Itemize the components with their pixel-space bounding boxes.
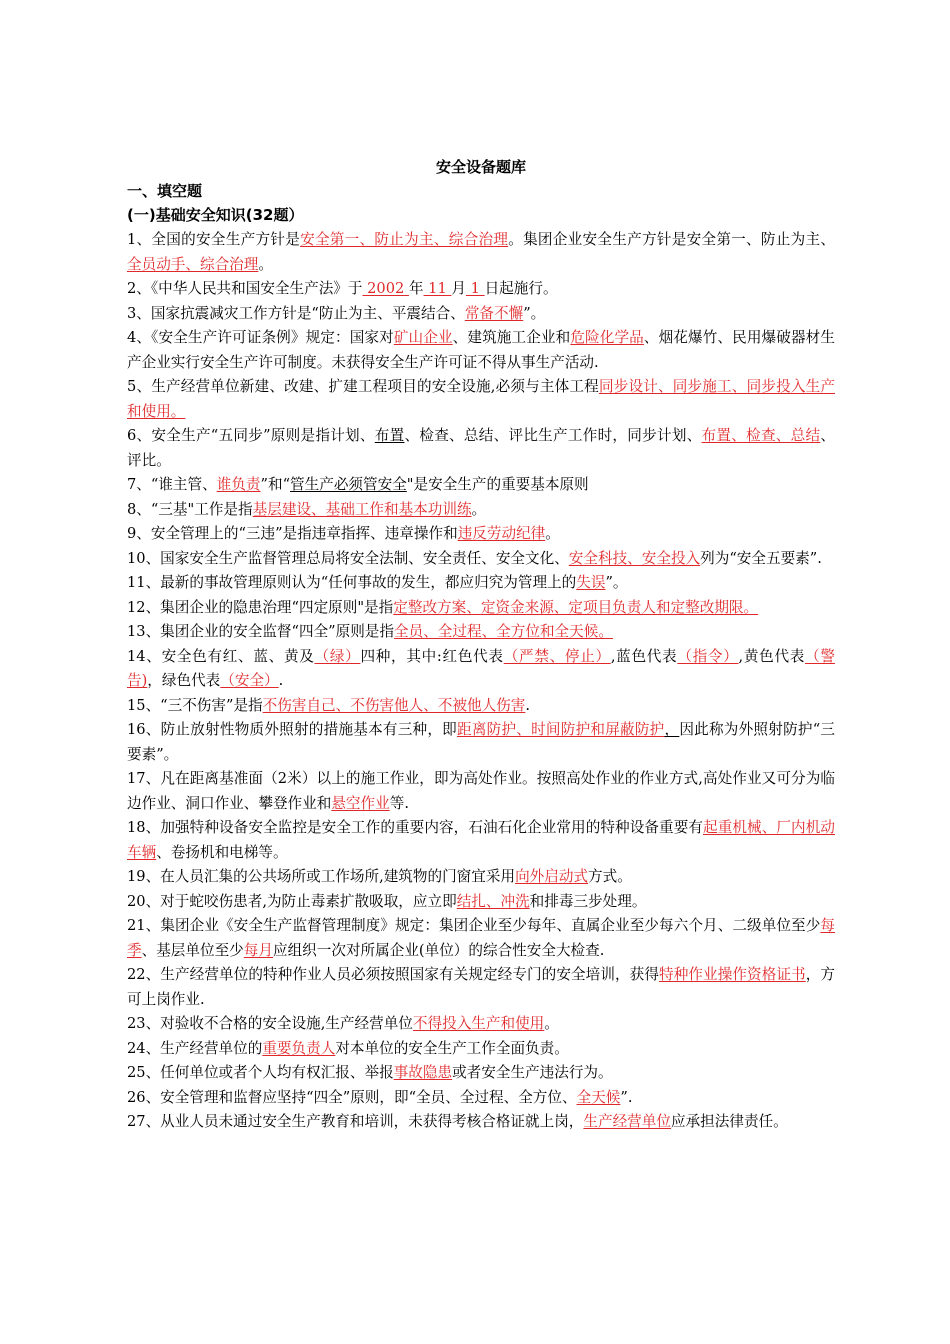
question-text: 7、“谁主管、 [127,476,217,493]
question-text: 10、国家安全生产监督管理总局将安全法制、安全责任、安全文化、 [127,549,569,567]
question-23 [127,1012,835,1037]
question-text: 8、“三基"工作是指 [127,500,253,518]
answer-blank: 每月 [243,941,273,959]
question-10 [127,547,835,572]
question-text: 4、《安全生产许可证条例》规定：国家对 [127,329,394,346]
question-2 [127,277,835,302]
question-18 [127,816,835,865]
question-26 [127,1086,835,1111]
question-13 [127,620,835,645]
question-text: 。 [258,255,273,273]
question-text: 。 [544,1015,559,1032]
question-14 [127,645,835,694]
question-27 [127,1110,835,1135]
question-text: 26、安全管理和监督应坚持“四全”原则，即“全员、全过程、全方位、 [127,1088,577,1106]
question-text: 和排毒三步处理。 [529,892,647,910]
question-text: 列为“安全五要素”. [700,549,822,567]
question-text: 年 [408,280,424,297]
answer-blank: 悬空作业 [331,794,390,812]
question-text: 18、加强特种设备安全监控是安全工作的重要内容，石油石化企业常用的特种设备重要有 [127,819,704,836]
answer-blank: 失误 [576,574,606,591]
question-text: 19、在人员汇集的公共场所或工作场所,建筑物的门窗宜采用 [127,868,516,885]
question-text: 20、对于蛇咬伤患者,为防止毒素扩散吸取，应立即 [127,892,457,910]
question-3 [127,302,835,327]
underlined-text: 布置 [374,427,405,444]
question-6 [127,424,835,473]
question-text: 17、凡在距离基准面（2米）以上的施工作业，即为高处作业。按照高处作业的作业方式,高处作业又可分为临边作业、洞口作业、攀登作业和 [127,770,835,812]
underlined-text: ， [664,721,680,738]
question-15 [127,694,835,719]
answer-blank: 生产经营单位 [583,1113,671,1130]
answer-blank: 不伤害自己、不伤害他人、不被他人伤害 [262,696,526,714]
question-text: 日起施行。 [484,280,558,297]
question-25 [127,1061,835,1086]
answer-blank: 矿山企业 [393,329,453,346]
answer-blank: 安全第一、防止为主、综合治理 [300,231,509,248]
question-1 [127,228,835,277]
question-text: 、建筑施工企业和 [452,329,571,346]
underlined-text: 管生产必须管安全 [290,476,407,493]
question-text: 22、生产经营单位的特种作业人员必须按照国家有关规定经专门的安全培训，获得 [127,966,660,983]
answer-blank: 重要负责人 [262,1039,336,1057]
question-text: 方式。 [588,868,632,885]
question-list [127,228,835,1135]
question-text: 14、安全色有红、蓝、黄及 [127,647,315,665]
question-text: 12、集团企业的隐患治理“四定原则"是指 [127,598,394,616]
answer-blank: （绿） [314,647,361,665]
question-text: 16、防止放射性物质外照射的措施基本有三种，即 [127,721,458,738]
document-title: 安全设备题库 [435,158,526,176]
answer-blank: （警告) [127,647,835,689]
document-page [127,155,835,1135]
question-12 [127,596,835,621]
question-5 [127,375,835,424]
question-text: 3、国家抗震减灾工作方针是“防止为主、平震结合、 [127,304,465,322]
question-text: ”和“ [260,476,291,493]
answer-blank: 常备不懈 [464,304,524,322]
answer-blank: 全天候 [576,1088,621,1106]
answer-blank: 定整改方案、定资金来源、定项目负责人和定整改期限。 [393,598,759,616]
question-text: ”。 [605,574,628,591]
question-text: ，方可上岗作业. [127,966,835,1008]
question-8 [127,498,835,523]
question-text: 、检查、总结、评比生产工作时，同步计划、 [404,427,702,444]
answer-blank: 违反劳动纪律 [457,525,546,542]
answer-blank: 特种作业操作资格证书 [659,966,806,983]
question-text: 应承担法律责任。 [670,1113,788,1130]
question-text: 、卷扬机和电梯等。 [156,843,288,861]
question-9 [127,522,835,547]
question-text: 15、“三不伤害”是指 [127,696,263,714]
question-text: 因此称为外照射防护“三要素”。 [127,721,835,763]
answer-blank: 向外启动式 [515,868,589,885]
answer-blank: 基层建设、基础工作和基本功训练 [252,500,472,518]
answer-blank: 事故隐患 [393,1064,453,1081]
question-text: 2、《中华人民共和国安全生产法》于 [127,280,363,297]
question-text: 、评比。 [127,427,835,469]
answer-blank: 安全科技、安全投入 [568,549,701,567]
question-text: 。集团企业安全生产方针是安全第一、防止为主、 [508,231,835,248]
answer-blank: 危险化学品 [570,329,644,346]
question-text: ，绿色代表 [147,672,221,689]
answer-blank: （安全） [220,672,279,689]
question-text: . [525,696,530,714]
question-24 [127,1037,835,1062]
section-heading: 一、填空题 [127,182,203,200]
question-text: 、基层单位至少 [141,941,244,959]
answer-blank: 2002 [362,280,409,297]
question-4 [127,326,835,375]
answer-blank: （指令） [677,647,739,665]
answer-blank: 全员、全过程、全方位和全天候。 [394,623,613,640]
question-text: 21、集团企业《安全生产监督管理制度》规定：集团企业至少每年、直属企业至少每六个月、二级单位至少 [127,917,821,934]
question-text: 等. [389,794,409,812]
question-text: ,黄色代表 [738,647,806,665]
subsection-heading: (一)基础安全知识(32题） [127,206,304,224]
question-text: 25、任何单位或者个人均有权汇报、举报 [127,1064,394,1081]
answer-blank: 11 [423,280,452,297]
question-text: 13、集团企业的安全监督“四全”原则是指 [127,623,394,640]
question-16 [127,718,835,767]
answer-blank: 结扎、冲洗 [456,892,530,910]
answer-blank: 全员动手、综合治理 [127,255,259,273]
question-text: 11、最新的事故管理原则认为“任何事故的发生，都应归究为管理上的 [127,574,577,591]
question-text: 1、全国的安全生产方针是 [127,231,301,248]
question-20 [127,890,835,915]
question-text: 应组织一次对所属企业(单位）的综合性安全大检查. [272,941,605,959]
question-text: . [278,672,284,689]
answer-blank: 每季 [127,917,835,959]
question-text: 。 [471,500,487,518]
answer-blank: 同步设计、同步施工、同步投入生产和使用。 [127,378,835,420]
answer-blank: 起重机械、厂内机动车辆 [127,819,835,861]
question-21 [127,914,835,963]
question-7 [127,473,835,498]
answer-blank: 不得投入生产和使用 [412,1015,545,1032]
question-text: 四种，其中:红色代表 [360,647,504,665]
question-text: 5、生产经营单位新建、改建、扩建工程项目的安全设施,必须与主体工程 [127,378,599,395]
question-text: 对本单位的安全生产工作全面负责。 [335,1039,569,1057]
question-22 [127,963,835,1012]
answer-blank: 距离防护、时间防护和屏蔽防护 [457,721,665,738]
question-text: 9、安全管理上的“三违”是指违章指挥、违章操作和 [127,525,458,542]
question-text: ,蓝色代表 [610,647,678,665]
question-text: "是安全生产的重要基本原则 [406,476,589,493]
answer-blank: （严禁、停止） [503,647,611,665]
question-text: ”。 [523,304,546,322]
question-11 [127,571,835,596]
question-text: 23、对验收不合格的安全设施,生产经营单位 [127,1015,413,1032]
question-text: 或者安全生产违法行为。 [452,1064,613,1081]
question-19 [127,865,835,890]
question-text: ”. [620,1088,633,1106]
question-text: 、烟花爆竹、民用爆破器材生产企业实行安全生产许可制度。未获得安全生产许可证不得从事生产活动. [127,329,835,371]
question-text: 27、从业人员未通过安全生产教育和培训，未获得考核合格证就上岗， [127,1113,584,1130]
question-text: 6、安全生产“五同步”原则是指计划、 [127,427,375,444]
answer-blank: 谁负责 [216,476,261,493]
question-text: 月 [451,280,466,297]
answer-blank: 布置、检查、总结 [701,427,821,444]
question-text: 。 [545,525,560,542]
answer-blank: 1 [466,280,485,297]
question-17 [127,767,835,816]
question-text: 24、生产经营单位的 [127,1039,263,1057]
